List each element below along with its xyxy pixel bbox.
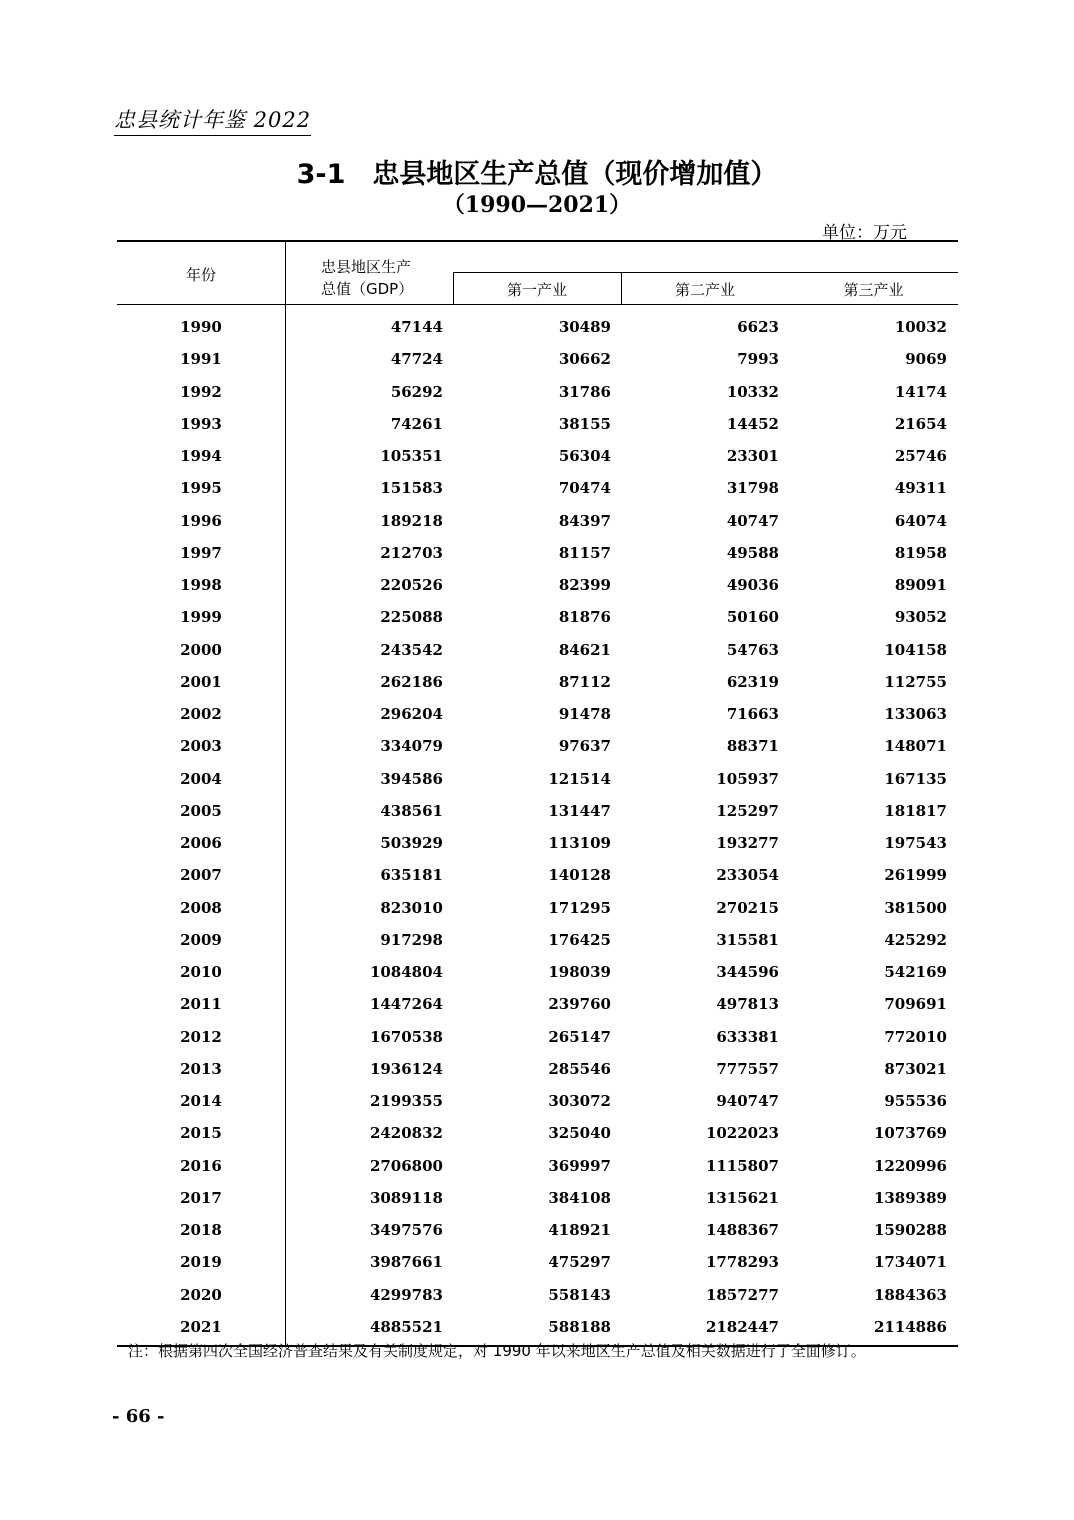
tertiary-cell: 2114886 (873, 1317, 947, 1336)
gdp-cell: 47724 (390, 350, 443, 369)
secondary-cell: 940747 (716, 1092, 779, 1111)
year-cell: 1995 (180, 479, 222, 498)
tertiary-cell: 64074 (894, 511, 947, 530)
year-cell: 1997 (180, 543, 222, 562)
table-row (117, 988, 958, 1020)
primary-cell: 82399 (558, 576, 611, 595)
secondary-cell: 344596 (716, 963, 779, 982)
table-body (117, 305, 958, 1345)
table-row (117, 1214, 958, 1246)
secondary-cell: 88371 (726, 737, 779, 756)
table-row (117, 1279, 958, 1311)
table-row (117, 569, 958, 601)
secondary-cell: 125297 (716, 801, 779, 820)
primary-cell: 91478 (558, 705, 611, 724)
table-row (117, 634, 958, 666)
primary-cell: 81157 (558, 543, 611, 562)
tertiary-cell: 1734071 (873, 1253, 947, 1272)
year-cell: 2020 (180, 1285, 222, 1304)
year-cell: 2013 (180, 1059, 222, 1078)
secondary-cell: 23301 (726, 447, 779, 466)
table-row (117, 1117, 958, 1149)
tertiary-cell: 542169 (884, 963, 947, 982)
header-subgroup-line (453, 272, 958, 273)
gdp-cell: 1936124 (369, 1059, 443, 1078)
table-row (117, 472, 958, 504)
table-row (117, 1021, 958, 1053)
tertiary-cell: 104158 (884, 640, 947, 659)
table-row (117, 343, 958, 375)
tertiary-cell: 425292 (884, 930, 947, 949)
primary-cell: 87112 (558, 672, 611, 691)
gdp-cell: 105351 (380, 447, 443, 466)
gdp-cell: 47144 (390, 318, 443, 337)
primary-cell: 369997 (548, 1156, 611, 1175)
gdp-cell: 56292 (390, 382, 443, 401)
gdp-cell: 503929 (380, 834, 443, 853)
gdp-cell: 151583 (380, 479, 443, 498)
primary-cell: 285546 (548, 1059, 611, 1078)
table-header (117, 242, 958, 305)
year-cell: 1990 (180, 318, 222, 337)
primary-cell: 70474 (558, 479, 611, 498)
tertiary-cell: 1389389 (873, 1188, 947, 1207)
tertiary-cell: 709691 (884, 995, 947, 1014)
running-header: 忠县统计年鉴 2022 (114, 104, 311, 136)
gdp-cell: 3987661 (369, 1253, 443, 1272)
primary-cell: 558143 (548, 1285, 611, 1304)
year-cell: 1994 (180, 447, 222, 466)
gdp-cell: 394586 (380, 769, 443, 788)
year-cell: 2002 (180, 705, 222, 724)
secondary-cell: 777557 (716, 1059, 779, 1078)
secondary-cell: 6623 (737, 318, 779, 337)
secondary-cell: 1857277 (705, 1285, 779, 1304)
body-divider (285, 305, 286, 1345)
gdp-cell: 243542 (380, 640, 443, 659)
secondary-cell: 315581 (716, 930, 779, 949)
primary-cell: 140128 (548, 866, 611, 885)
primary-cell: 84397 (558, 511, 611, 530)
tertiary-cell: 21654 (894, 414, 947, 433)
table-row (117, 859, 958, 891)
year-cell: 1992 (180, 382, 222, 401)
primary-cell: 303072 (548, 1092, 611, 1111)
year-cell: 2008 (180, 898, 222, 917)
year-cell: 1998 (180, 576, 222, 595)
secondary-cell: 54763 (726, 640, 779, 659)
gdp-cell: 74261 (390, 414, 443, 433)
table-row (117, 505, 958, 537)
secondary-cell: 1315621 (705, 1188, 779, 1207)
gdp-cell: 438561 (380, 801, 443, 820)
secondary-cell: 193277 (716, 834, 779, 853)
gdp-cell: 1084804 (369, 963, 443, 982)
table-row (117, 1246, 958, 1278)
secondary-cell: 31798 (726, 479, 779, 498)
primary-cell: 171295 (548, 898, 611, 917)
table-row (117, 537, 958, 569)
primary-cell: 131447 (548, 801, 611, 820)
gdp-cell: 3089118 (369, 1188, 443, 1207)
year-cell: 2016 (180, 1156, 222, 1175)
primary-cell: 325040 (548, 1124, 611, 1143)
tertiary-cell: 1884363 (873, 1285, 947, 1304)
secondary-cell: 1115807 (705, 1156, 779, 1175)
secondary-cell: 633381 (716, 1027, 779, 1046)
table-row (117, 408, 958, 440)
year-cell: 2014 (180, 1092, 222, 1111)
year-cell: 2019 (180, 1253, 222, 1272)
primary-cell: 81876 (558, 608, 611, 627)
secondary-cell: 105937 (716, 769, 779, 788)
table-row (117, 1150, 958, 1182)
table-row (117, 924, 958, 956)
gdp-cell: 917298 (380, 930, 443, 949)
table-row (117, 1182, 958, 1214)
secondary-cell: 1488367 (705, 1221, 779, 1240)
gdp-cell: 3497576 (369, 1221, 443, 1240)
secondary-cell: 71663 (726, 705, 779, 724)
primary-cell: 30489 (558, 318, 611, 337)
header-year: 年份 (185, 266, 216, 284)
year-cell: 2018 (180, 1221, 222, 1240)
secondary-cell: 2182447 (705, 1317, 779, 1336)
year-cell: 2006 (180, 834, 222, 853)
secondary-cell: 10332 (726, 382, 779, 401)
primary-cell: 84621 (558, 640, 611, 659)
table-row (117, 311, 958, 343)
year-cell: 1993 (180, 414, 222, 433)
year-cell: 2017 (180, 1188, 222, 1207)
primary-cell: 418921 (548, 1221, 611, 1240)
primary-cell: 56304 (558, 447, 611, 466)
header-gdp-line1: 忠县地区生产 (321, 258, 412, 276)
tertiary-cell: 93052 (894, 608, 947, 627)
year-cell: 2000 (180, 640, 222, 659)
table-row (117, 376, 958, 408)
tertiary-cell: 133063 (884, 705, 947, 724)
secondary-cell: 62319 (726, 672, 779, 691)
secondary-cell: 270215 (716, 898, 779, 917)
secondary-cell: 14452 (726, 414, 779, 433)
table-row (117, 666, 958, 698)
year-cell: 2007 (180, 866, 222, 885)
table-row (117, 1311, 958, 1343)
table-row (117, 730, 958, 762)
gdp-cell: 1447264 (369, 995, 443, 1014)
primary-cell: 588188 (548, 1317, 611, 1336)
gdp-cell: 4885521 (369, 1317, 443, 1336)
tertiary-cell: 112755 (884, 672, 947, 691)
tertiary-cell: 14174 (894, 382, 947, 401)
secondary-cell: 50160 (726, 608, 779, 627)
table-row (117, 1053, 958, 1085)
header-gdp (321, 256, 413, 300)
table-subtitle: （1990—2021） (442, 192, 632, 218)
tertiary-cell: 25746 (894, 447, 947, 466)
gdp-cell: 4299783 (369, 1285, 443, 1304)
tertiary-cell: 167135 (884, 769, 947, 788)
tertiary-cell: 89091 (894, 576, 947, 595)
secondary-cell: 1778293 (705, 1253, 779, 1272)
gdp-cell: 2706800 (369, 1156, 443, 1175)
secondary-cell: 40747 (726, 511, 779, 530)
tertiary-cell: 1220996 (873, 1156, 947, 1175)
header-tertiary: 第三产业 (843, 281, 904, 299)
year-cell: 1999 (180, 608, 222, 627)
gdp-cell: 189218 (380, 511, 443, 530)
year-cell: 2021 (180, 1317, 222, 1336)
header-primary: 第一产业 (506, 281, 567, 299)
gdp-table (117, 240, 958, 1347)
table-row (117, 698, 958, 730)
tertiary-cell: 81958 (894, 543, 947, 562)
primary-cell: 31786 (558, 382, 611, 401)
tertiary-cell: 381500 (884, 898, 947, 917)
table-row (117, 956, 958, 988)
primary-cell: 475297 (548, 1253, 611, 1272)
primary-cell: 176425 (548, 930, 611, 949)
table-row (117, 892, 958, 924)
tertiary-cell: 9069 (905, 350, 947, 369)
tertiary-cell: 772010 (884, 1027, 947, 1046)
table-title: 3-1 忠县地区生产总值（现价增加值） (296, 159, 778, 190)
gdp-cell: 212703 (380, 543, 443, 562)
year-cell: 2010 (180, 963, 222, 982)
year-cell: 2015 (180, 1124, 222, 1143)
primary-cell: 121514 (548, 769, 611, 788)
primary-cell: 198039 (548, 963, 611, 982)
tertiary-cell: 1073769 (873, 1124, 947, 1143)
tertiary-cell: 10032 (894, 318, 947, 337)
year-cell: 1991 (180, 350, 222, 369)
primary-cell: 30662 (558, 350, 611, 369)
unit-label: 单位：万元 (822, 223, 907, 243)
tertiary-cell: 955536 (884, 1092, 947, 1111)
gdp-cell: 2420832 (369, 1124, 443, 1143)
gdp-cell: 635181 (380, 866, 443, 885)
primary-cell: 239760 (548, 995, 611, 1014)
header-divider (285, 242, 286, 304)
primary-cell: 38155 (558, 414, 611, 433)
tertiary-cell: 181817 (884, 801, 947, 820)
secondary-cell: 7993 (737, 350, 779, 369)
secondary-cell: 49036 (726, 576, 779, 595)
primary-cell: 113109 (548, 834, 611, 853)
primary-cell: 265147 (548, 1027, 611, 1046)
table-row (117, 827, 958, 859)
tertiary-cell: 873021 (884, 1059, 947, 1078)
table-row (117, 1085, 958, 1117)
year-cell: 2004 (180, 769, 222, 788)
footnote: 注：根据第四次全国经济普查结果及有关制度规定，对 1990 年以来地区生产总值及相关数据进行了全面修订。 (128, 1342, 866, 1360)
table-row (117, 763, 958, 795)
tertiary-cell: 261999 (884, 866, 947, 885)
secondary-cell: 497813 (716, 995, 779, 1014)
header-gdp-line2: 总值（GDP） (321, 280, 414, 298)
year-cell: 1996 (180, 511, 222, 530)
primary-cell: 97637 (558, 737, 611, 756)
tertiary-cell: 1590288 (873, 1221, 947, 1240)
tertiary-cell: 49311 (894, 479, 947, 498)
year-cell: 2003 (180, 737, 222, 756)
tertiary-cell: 197543 (884, 834, 947, 853)
secondary-cell: 49588 (726, 543, 779, 562)
header-secondary: 第二产业 (674, 281, 735, 299)
tertiary-cell: 148071 (884, 737, 947, 756)
year-cell: 2001 (180, 672, 222, 691)
secondary-cell: 233054 (716, 866, 779, 885)
gdp-cell: 1670538 (369, 1027, 443, 1046)
year-cell: 2005 (180, 801, 222, 820)
table-row (117, 440, 958, 472)
year-cell: 2011 (180, 995, 222, 1014)
gdp-cell: 225088 (380, 608, 443, 627)
gdp-cell: 2199355 (369, 1092, 443, 1111)
gdp-cell: 334079 (380, 737, 443, 756)
year-cell: 2012 (180, 1027, 222, 1046)
gdp-cell: 823010 (380, 898, 443, 917)
gdp-cell: 220526 (380, 576, 443, 595)
gdp-cell: 262186 (380, 672, 443, 691)
table-row (117, 601, 958, 633)
gdp-cell: 296204 (380, 705, 443, 724)
secondary-cell: 1022023 (705, 1124, 779, 1143)
table-row (117, 795, 958, 827)
page-number: - 66 - (112, 1406, 165, 1427)
primary-cell: 384108 (548, 1188, 611, 1207)
year-cell: 2009 (180, 930, 222, 949)
